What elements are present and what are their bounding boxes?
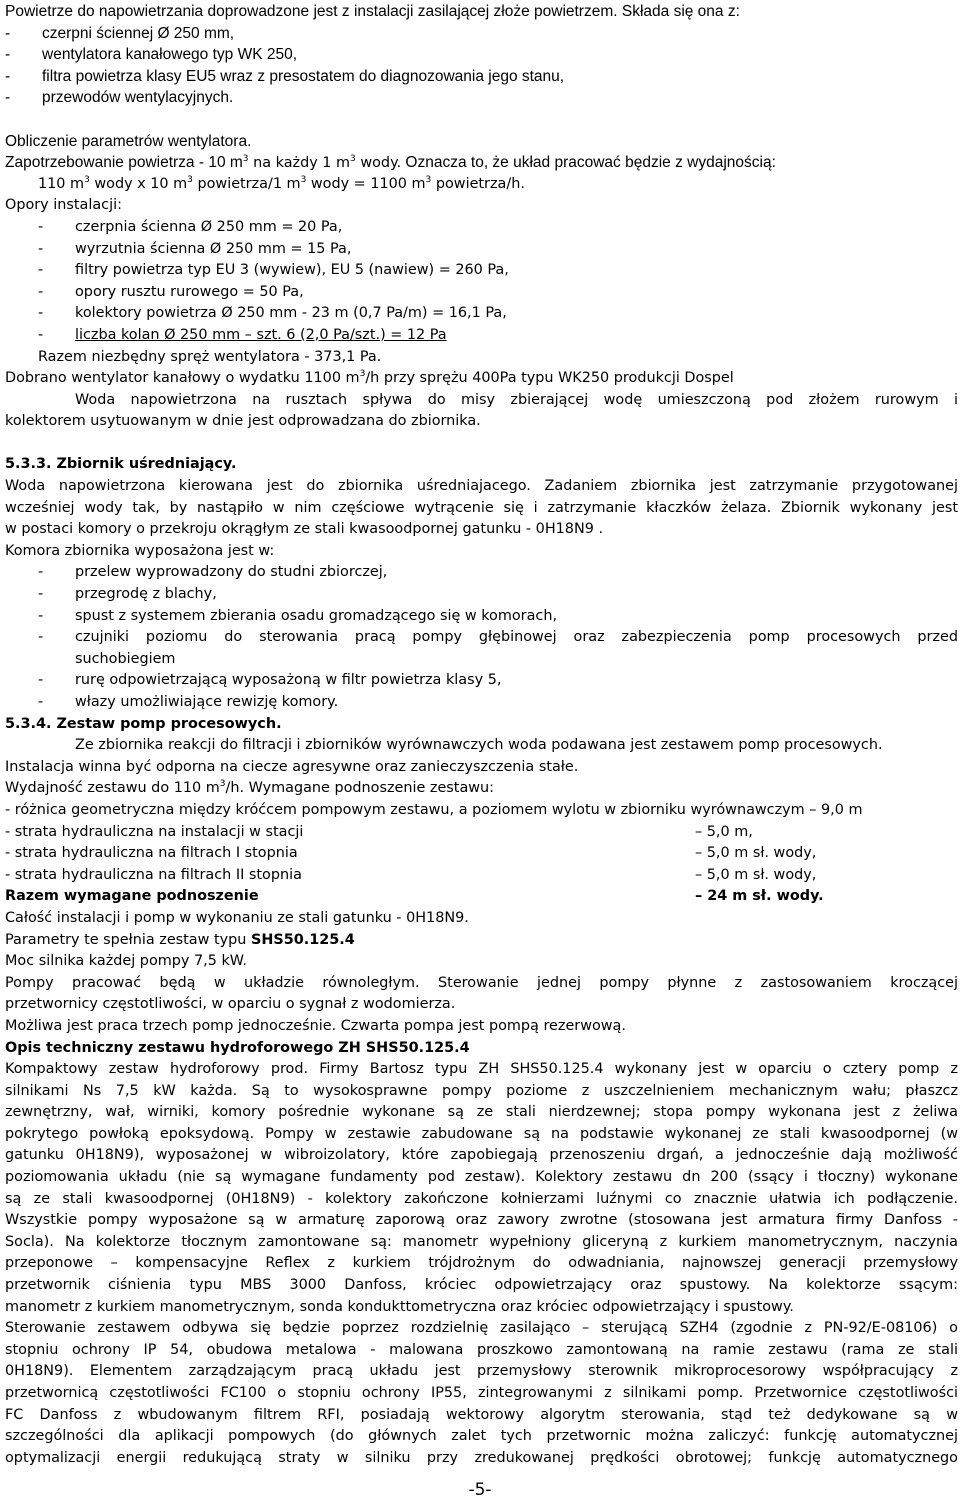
paragraph-line: Całość instalacji i pomp w wykonaniu ze stali gatunku - 0H18N9. bbox=[5, 909, 469, 926]
paragraph-line: przeponowe – kompensacyjne Reflex z kurkiem trójdrożnym do odwadniania, najnowszej generacji przemysłowy bbox=[5, 1255, 958, 1272]
capacity-line: Wydajność zestawu do 110 $m^3/h$. Wymagane podnoszenie zestawu: bbox=[5, 779, 495, 797]
list-item: - spust z systemem zbierania osadu gromadzącego się w komorach, bbox=[38, 607, 558, 624]
paragraph-line: Moc silnika każdej pompy 7,5 kW. bbox=[5, 953, 247, 970]
list-item: - przelew wyprowadzony do studni zbiorczej, bbox=[38, 564, 388, 581]
paragraph-line: Sterowanie zestawem odbywa się będzie poprzez rozdzielnię zasilająco – sterującą SZH4 (zgodnie z PN-92/E-08106) o bbox=[5, 1320, 958, 1337]
paragraph-line: Wszystkie pompy wyposażone są w armaturę zaporową oraz zawory zwrotne (stosowana jest armatura firmy Danfoss - bbox=[5, 1212, 958, 1229]
paragraph-line: zewnętrzny, wał, wirniki, komory pośrednie wykonane są ze stali nierdzewnej; stopa pompy wykonana jest z żeliwa bbox=[5, 1104, 958, 1121]
params-line: Parametry te spełnia zestaw typu SHS50.125.4 bbox=[5, 931, 355, 948]
list-item-cont: suchobiegiem bbox=[75, 650, 176, 667]
geo-line: - różnica geometryczna między króćcem pompowym zestawu, a poziomem wylotu w zbiorniku wyrównawczym – 9,0 m bbox=[5, 801, 863, 818]
req-row: - strata hydrauliczna na filtrach II stopnia – 5,0 m sł. wody, bbox=[5, 866, 817, 883]
paragraph-line: FC Danfoss z wbudowanym filtrem RFI, posiadają wektorowy algorytm sterowania, stąd też dedykowane są w bbox=[5, 1406, 958, 1423]
paragraph-line: silnikami Ns 7,5 kW każda. Są to wysokosprawne pompy poziome z uszczelnieniem mechanicznym wału; płaszcz bbox=[5, 1082, 958, 1099]
req-row: - strata hydrauliczna na filtrach I stopnia – 5,0 m sł. wody, bbox=[5, 845, 817, 862]
water-line: Woda napowietrzona na rusztach spływa do misy zbierającej wodę umieszczoną pod złożem rurowym i bbox=[75, 391, 958, 408]
list-item: - rurę odpowietrzającą wyposażoną w filtr powietrza klasy 5, bbox=[38, 672, 502, 689]
paragraph-line: Socla). Na kolektorze tłocznym zamontowane są: manometr wypełniony gliceryną z kurkiem manometrycznym, naczynia bbox=[5, 1233, 958, 1250]
paragraph-line: optymalizacji energii redukującą straty w silniku przy zredukowanej prędkości obrotowej; funkcję automatycznego bbox=[5, 1449, 958, 1466]
intro-line: Powietrze do napowietrzania doprowadzone jest z instalacji zasilającej złoże powietrzem. Składa się ona z: bbox=[5, 3, 740, 20]
paragraph-line: 0H18N9). Elementem zarządzającym pracą układu jest przemysłowy sterownik mikroprocesorowy współpracujący z bbox=[5, 1363, 958, 1380]
page-number: -5- bbox=[468, 1480, 492, 1500]
chosen-line: Dobrano wentylator kanałowy o wydatku 1100 $m^3/h$ przy sprężu 400Pa typu WK250 produkcji Dospel bbox=[5, 369, 734, 387]
total-line: Razem niezbędny spręż wentylatora - 373,1 Pa. bbox=[38, 348, 382, 365]
paragraph-line: Instalacja winna być odporna na ciecze agresywne oraz zanieczyszczenia stałe. bbox=[5, 758, 579, 775]
paragraph-line: przetwornik ciśnienia typu MBS 3000 Danfoss, króciec odpowietrzający oraz spustowy. Na kolektorze ssącym: bbox=[5, 1277, 958, 1294]
list-item: - włazy umożliwiające rewizję komory. bbox=[38, 694, 339, 710]
paragraph-line: Ze zbiornika reakcji do filtracji i zbiorników wyrównawczych woda podawana jest zestawem pomp procesowych. bbox=[75, 737, 883, 754]
document-page bbox=[5, 1, 958, 1469]
opis-heading: Opis techniczny zestawu hydroforowego ZH SHS50.125.4 bbox=[5, 1039, 470, 1056]
paragraph-line: przetwornicy częstotliwości, w oparciu o sygnał z wodomierza. bbox=[5, 996, 456, 1013]
paragraph-line: pokrytego powłoką epoksydową. Pompy w zestawie zabudowane są na podstawie wykonanej ze stali kwasoodpornej (w bbox=[5, 1125, 958, 1142]
req-total: Razem wymagane podnoszenie – 24 m sł. wody. bbox=[5, 888, 824, 905]
paragraph-line: Pompy pracować będą w układzie równoległym. Sterowanie jednej pompy płynne z zastosowaniem kroczącej bbox=[5, 974, 958, 991]
water-line-2: kolektorem usytuowanym w dnie jest odprowadzana do zbiornika. bbox=[5, 413, 481, 430]
paragraph-line: Woda napowietrzona kierowana jest do zbiornika uśredniajacego. Zadaniem zbiornika jest zatrzymanie przygotowanej bbox=[5, 478, 958, 495]
list-item: - przewodów wentylacyjnych. bbox=[5, 89, 234, 107]
paragraph-line: wcześniej wody tak, by nastąpiło w nim częściowe wytrącenie się i zatrzymanie kłaczków żelaza. Zbiornik wykonany jest bbox=[5, 499, 958, 516]
req-row: - strata hydrauliczna na instalacji w stacji – 5,0 m, bbox=[5, 823, 753, 840]
list-item: - czerpni ściennej Ø 250 mm, bbox=[5, 24, 235, 42]
equip-heading: Komora zbiornika wyposażona jest w: bbox=[5, 542, 275, 559]
paragraph-line: Możliwa jest praca trzech pomp jednocześnie. Czwarta pompa jest pompą rezerwową. bbox=[5, 1017, 626, 1034]
list-item: - wentylatora kanałowego typ WK 250, bbox=[5, 46, 298, 64]
list-item: - przegrodę z blachy, bbox=[38, 586, 217, 603]
paragraph-line: szczególności dla aplikacji pompowych (do głównych zalet tych przetwornic można zaliczyć: funkcję automatycznej bbox=[5, 1428, 958, 1445]
section-heading-533: 5.3.3. Zbiornik uśredniający. bbox=[5, 456, 237, 473]
list-item: - filtra powietrza klasy EU5 wraz z presostatem do diagnozowania jego stanu, bbox=[5, 67, 565, 85]
list-item: - wyrzutnia ścienna Ø 250 mm = 15 Pa, bbox=[38, 240, 352, 257]
formula-line: 110 $m^3$ wody x 10 $m^3$ powietrza/1 $m^3$ wody = 1100 $m^3$ powietrza/h. bbox=[38, 174, 525, 192]
paragraph-line: manometr z kurkiem manometrycznym, sonda kondukttometryczna oraz króciec odpowietrzający i spustowy. bbox=[5, 1298, 794, 1315]
list-item: - filtry powietrza typ EU 3 (wywiew), EU 5 (nawiew) = 260 Pa, bbox=[38, 262, 509, 279]
list-item: - czujniki poziomu do sterowania pracą pompy głębinowej oraz zabezpieczenia pomp procesowych przed bbox=[38, 629, 958, 646]
paragraph-line: są ze stali kwasoodpornej (0H18N9) - kolektory zakończone kołnierzami luźnymi co znacznie ułatwia ich podłączenie. bbox=[5, 1190, 958, 1207]
list-item: - liczba kolan Ø 250 mm – szt. 6 (2,0 Pa/szt.) = 12 Pa bbox=[38, 326, 447, 343]
paragraph-line: stopniu ochrony IP 54, obudowa metalowa - malowana proszkowo zamontowaną na ramie zestawu (rama ze stali bbox=[5, 1341, 958, 1358]
paragraph-line: gatunku 0H18N9), wyposażonej w wibroizolatory, które zapobiegają przenoszeniu drgań, a jednocześnie dają możliwość bbox=[5, 1147, 958, 1164]
calc-heading: Obliczenie parametrów wentylatora. bbox=[5, 132, 252, 150]
demand-line: Zapotrzebowanie powietrza - 10 $m^3$ na każdy 1 $m^3$ wody. Oznacza to, że układ pracować będzie z wydajnością: bbox=[5, 154, 776, 172]
list-item: - czerpnia ścienna Ø 250 mm = 20 Pa, bbox=[38, 218, 343, 235]
paragraph-line: Kompaktowy zestaw hydroforowy prod. Firmy Bartosz typu ZH SHS50.125.4 wykonany jest w oparciu o cztery pomp z bbox=[5, 1061, 958, 1078]
paragraph-line: przetwornicą częstotliwości FC100 o stopniu ochrony IP55, zintegrowanymi z silnikami pomp. Przetwornice częstotliwości bbox=[5, 1385, 958, 1401]
resist-heading: Opory instalacji: bbox=[5, 197, 122, 214]
paragraph-line: poziomowania układu (nie są wymagane fundamenty pod zestaw). Kolektory zestawu dn 200 (ssący i tłoczny) wykonane bbox=[5, 1169, 958, 1186]
paragraph-line: w postaci komory o przekroju okrągłym ze stali kwasoodpornej gatunku - 0H18N9 . bbox=[5, 521, 604, 538]
section-heading-534: 5.3.4. Zestaw pomp procesowych. bbox=[5, 715, 282, 732]
list-item: - opory rusztu rurowego = 50 Pa, bbox=[38, 283, 304, 300]
list-item: - kolektory powietrza Ø 250 mm - 23 m (0,7 Pa/m) = 16,1 Pa, bbox=[38, 305, 507, 322]
